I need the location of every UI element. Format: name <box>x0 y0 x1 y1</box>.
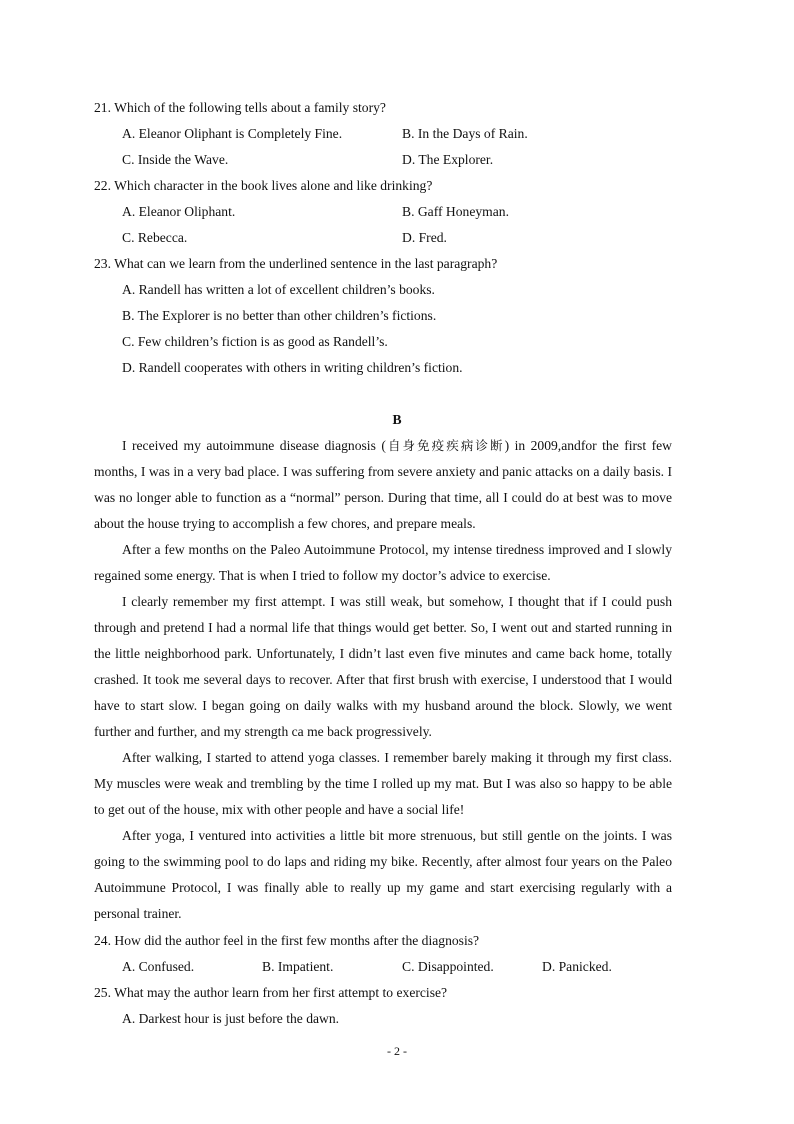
paragraph-1 <box>94 433 672 537</box>
question-22-option-b: B. Gaff Honeyman. <box>402 204 509 219</box>
question-22-option-c: C. Rebecca. <box>122 230 188 245</box>
question-23-option-d: D. Randell cooperates with others in writing children’s fiction. <box>122 360 463 375</box>
question-25-option-a: A. Darkest hour is just before the dawn. <box>122 1011 340 1026</box>
page-number: - 2 - <box>387 1044 407 1058</box>
question-21-stem: 21. Which of the following tells about a family story? <box>94 100 386 115</box>
question-24-option-b: B. Impatient. <box>262 959 334 974</box>
question-23-stem: 23. What can we learn from the underlined sentence in the last paragraph? <box>94 256 498 271</box>
paragraph-1-start: I received my autoimmune disease diagnosis ( <box>122 438 386 453</box>
paragraph-2: After a few months on the Paleo Autoimmune Protocol, my intense tiredness improved and I slowly regained some energy. That is when I tried to follow my doctor’s advice to exercise. <box>94 542 672 583</box>
section-b-heading: B <box>392 412 402 427</box>
question-23-option-c: C. Few children’s fiction is as good as Randell’s. <box>122 334 388 349</box>
question-23-option-b: B. The Explorer is no better than other children’s fictions. <box>122 308 437 323</box>
question-24-option-d: D. Panicked. <box>542 959 612 974</box>
question-21-option-c: C. Inside the Wave. <box>122 152 229 167</box>
question-25-stem: 25. What may the author learn from her first attempt to exercise? <box>94 985 448 1000</box>
paragraph-5: After yoga, I ventured into activities a little bit more strenuous, but still gentle on the joints. I was going to the swimming pool to do laps and riding my bike. Recently, after almost four years on the Paleo Autoimmune Protocol, I was finally able to really up my game and start exercising regularly with a personal trainer. <box>94 828 672 921</box>
question-23-option-a: A. Randell has written a lot of excellent children’s books. <box>122 282 435 297</box>
question-21-option-d: D. The Explorer. <box>402 152 494 167</box>
question-21-option-b: B. In the Days of Rain. <box>402 126 528 141</box>
question-24-option-c: C. Disappointed. <box>402 959 494 974</box>
question-21-option-a: A. Eleanor Oliphant is Completely Fine. <box>122 126 343 141</box>
passage-b <box>94 433 672 927</box>
question-22-stem: 22. Which character in the book lives alone and like drinking? <box>94 178 433 193</box>
question-24-option-a: A. Confused. <box>122 959 195 974</box>
paragraph-4: After walking, I started to attend yoga classes. I remember barely making it through my first class. My muscles were weak and trembling by the time I rolled up my mat. But I was also so happy to be able to get out of the house, mix with other people and have a social life! <box>94 750 672 817</box>
paragraph-1-rest: ) in 2009,andfor the first few months, I was in a very bad place. I was suffering from severe anxiety and panic attacks on a daily basis. I was no longer able to function as a “normal” person. During that time, all I could do at best was to move about the house trying to accomplish a few chores, and prepare meals. <box>94 438 672 531</box>
paragraph-1-chinese-gloss: 自身免疫疾病诊断 <box>385 438 505 453</box>
question-22-option-a: A. Eleanor Oliphant. <box>122 204 236 219</box>
question-22-option-d: D. Fred. <box>402 230 447 245</box>
paragraph-3: I clearly remember my first attempt. I was still weak, but somehow, I thought that if I could push through and pretend I had a normal life that things would get better. So, I went out and started running in the little neighborhood park. Unfortunately, I didn’t last even five minutes and came back home, totally crashed. It took me several days to recover. After that first brush with exercise, I understood that I would have to start slow. I began going on daily walks with my husband around the block. Slowly, we went further and further, and my strength ca me back progressively. <box>94 594 672 739</box>
question-24-stem: 24. How did the author feel in the first few months after the diagnosis? <box>94 933 480 948</box>
